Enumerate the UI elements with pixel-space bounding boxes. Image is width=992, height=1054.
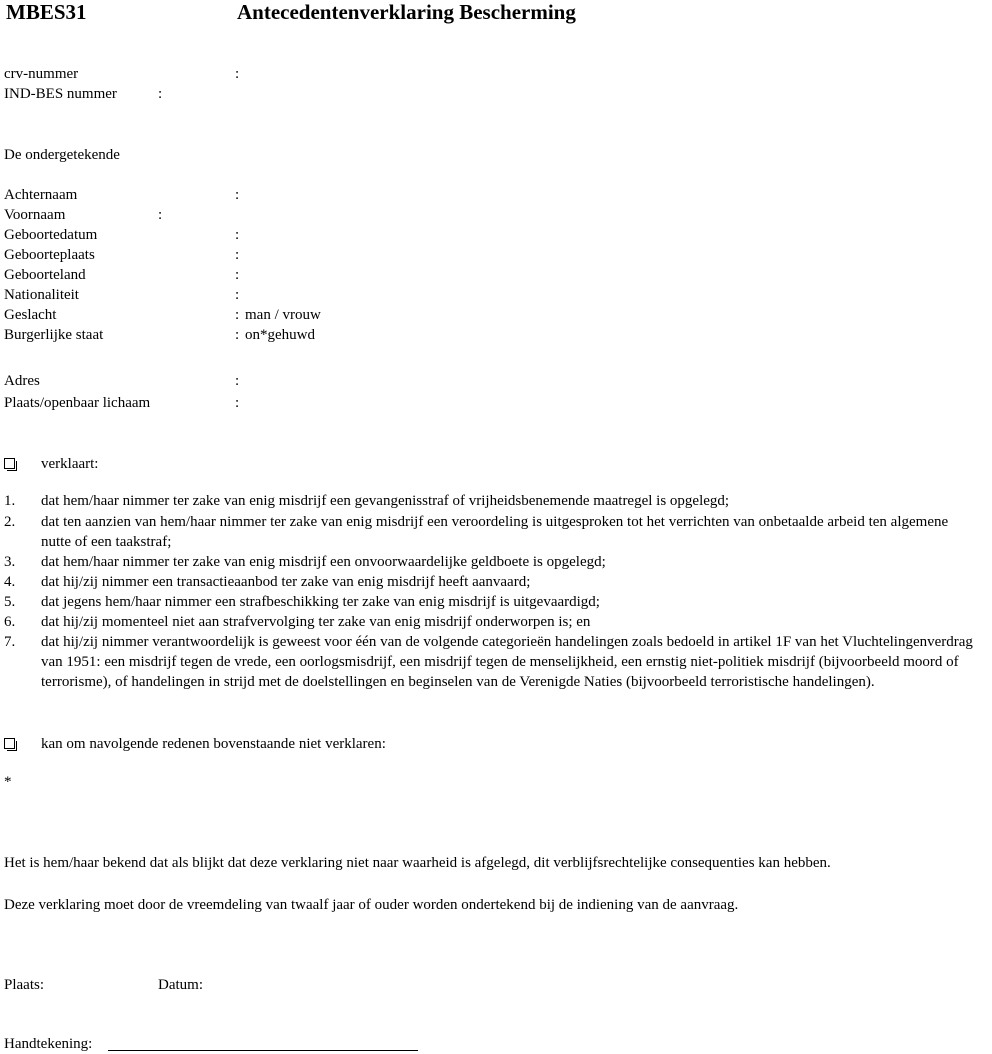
declaration-text: dat hij/zij nimmer een transactieaanbod ter zake van enig misdrijf heeft aanvaard; [41,574,531,590]
declaration-text: dat ten aanzien van hem/haar nimmer ter zake van enig misdrijf een veroordeling is uitgesproken tot het verrichten van onbetaalde arbeid ten algemene nutte of een taakstraf; [41,514,949,550]
age-notice: Deze verklaring moet door de vreemdeling van twaalf jaar of ouder worden ondertekend bij de indiening van de aanvraag. [4,897,739,913]
declaration-number: 6. [4,614,16,630]
crv-number-label: crv-nummer [4,66,79,82]
undersigned-heading: De ondergetekende [4,147,120,163]
gender-label: Geslacht [4,307,57,323]
date-label: Datum: [158,977,203,993]
signature-line[interactable] [108,1050,418,1051]
surname-label: Achternaam [4,187,78,203]
declaration-number: 2. [4,514,16,530]
crv-number-colon: : [235,66,240,82]
declaration-number: 1. [4,493,16,509]
first-name-label: Voornaam [4,207,66,223]
birth-place-colon: : [235,247,240,263]
ind-bes-number-colon: : [158,86,163,102]
cannot-declare-checkbox[interactable] [4,738,15,749]
birth-country-label: Geboorteland [4,267,86,283]
declaration-text: dat jegens hem/haar nimmer een strafbeschikking ter zake van enig misdrijf is uitgevaardigd; [41,594,600,610]
nationality-label: Nationaliteit [4,287,79,303]
form-code: MBES31 [6,0,87,24]
declaration-text: dat hij/zij nimmer verantwoordelijk is geweest voor één van de volgende categorieën handelingen zoals bedoeld in artikel 1F van het Vluchtelingenverdrag van 1951: een misdrijf tegen de vrede, een oorlogsmisdrijf, een misdrijf tegen de menselijkheid, een ernstig niet-politiek misdrijf (bijvoorbeeld moord of terrorisme), of handelingen in strijd met de doelstellingen en beginselen van de Verenigde Naties (bijvoorbeeld terroristische handelingen). [41,634,973,690]
place-public-body-colon: : [235,395,240,411]
place-label: Plaats: [4,977,44,993]
birth-date-colon: : [235,227,240,243]
declaration-number: 4. [4,574,16,590]
page-title: Antecedentenverklaring Bescherming [237,0,576,24]
declaration-number: 7. [4,634,16,650]
address-colon: : [235,373,240,389]
signature-label: Handtekening: [4,1036,93,1052]
declares-checkbox[interactable] [4,458,15,469]
reason-asterisk: * [4,774,12,790]
surname-colon: : [235,187,240,203]
nationality-colon: : [235,287,240,303]
gender-value[interactable]: man / vrouw [245,307,321,323]
birth-place-label: Geboorteplaats [4,247,95,263]
gender-colon: : [235,307,240,323]
declares-label: verklaart: [41,456,99,472]
marital-status-label: Burgerlijke staat [4,327,104,343]
cannot-declare-label: kan om navolgende redenen bovenstaande niet verklaren: [41,736,386,752]
declaration-number: 5. [4,594,16,610]
declaration-number: 3. [4,554,16,570]
place-public-body-label: Plaats/openbaar lichaam [4,395,151,411]
declaration-text: dat hem/haar nimmer ter zake van enig misdrijf een gevangenisstraf of vrijheidsbenemende maatregel is opgelegd; [41,493,730,509]
marital-status-colon: : [235,327,240,343]
birth-country-colon: : [235,267,240,283]
declaration-text: dat hij/zij momenteel niet aan strafvervolging ter zake van enig misdrijf onderworpen is; en [41,614,591,630]
birth-date-label: Geboortedatum [4,227,98,243]
consequences-notice: Het is hem/haar bekend dat als blijkt dat deze verklaring niet naar waarheid is afgelegd, dit verblijfsrechtelijke consequenties kan hebben. [4,855,831,871]
marital-status-value[interactable]: on*gehuwd [245,327,315,343]
address-label: Adres [4,373,40,389]
first-name-colon: : [158,207,163,223]
ind-bes-number-label: IND-BES nummer [4,86,117,102]
declaration-text: dat hem/haar nimmer ter zake van enig misdrijf een onvoorwaardelijke geldboete is opgelegd; [41,554,606,570]
